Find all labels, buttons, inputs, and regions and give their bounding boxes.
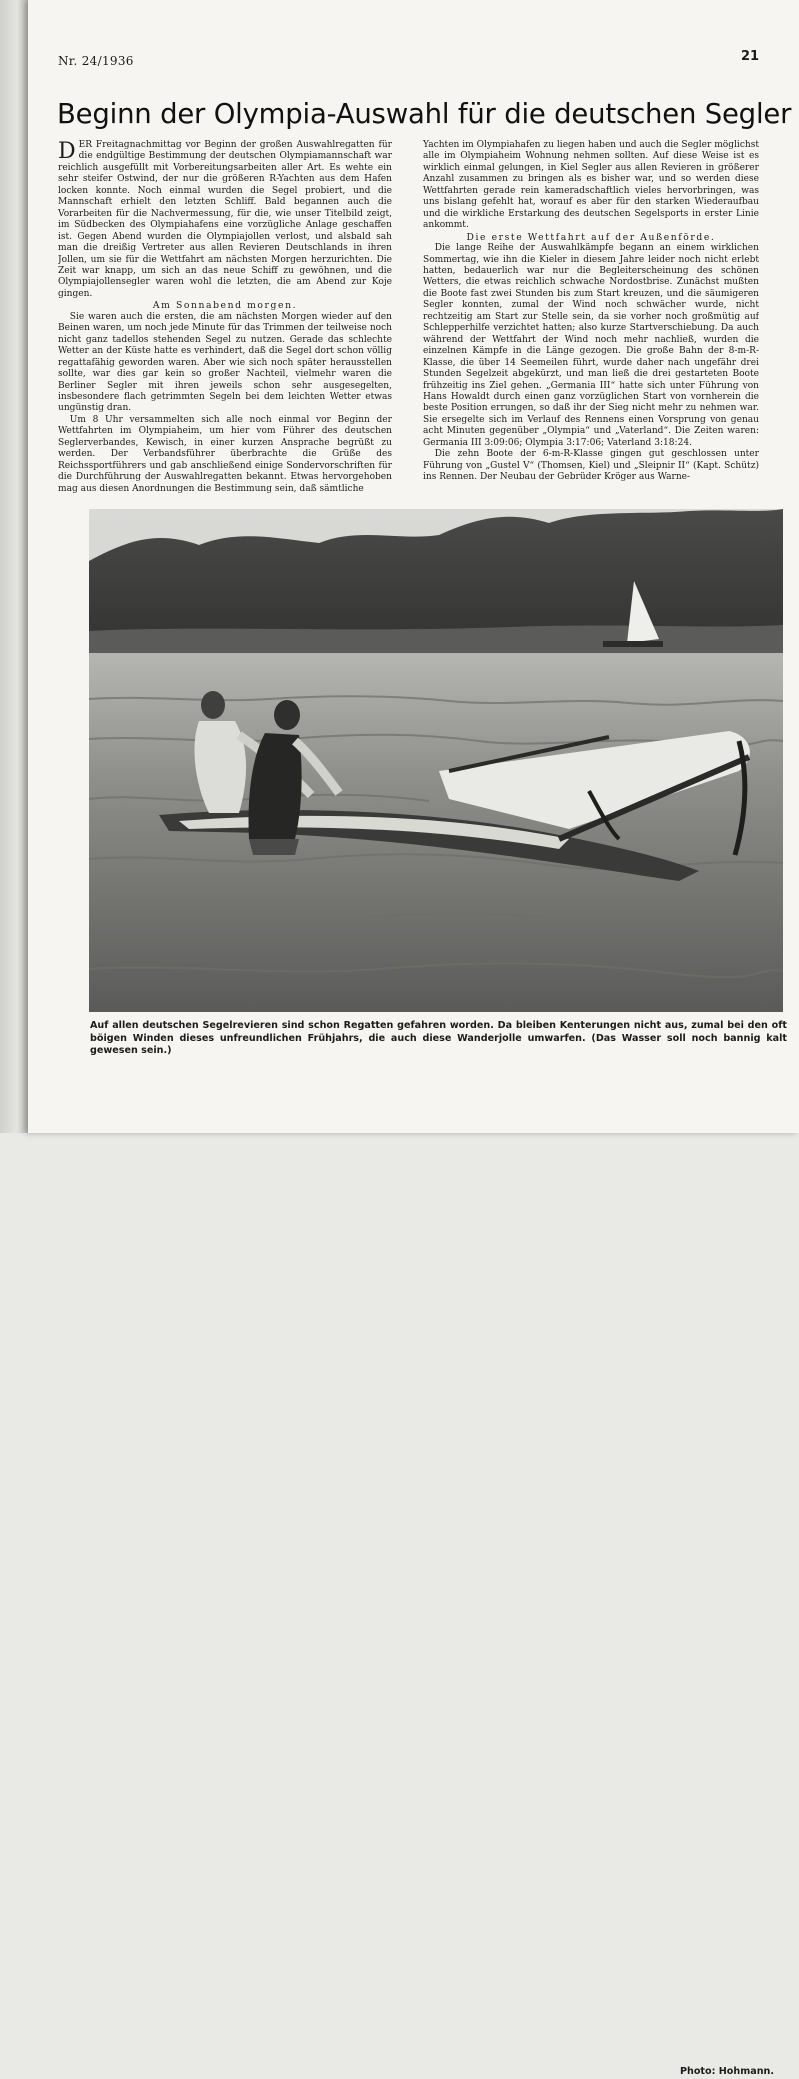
page-edge xyxy=(0,0,28,1133)
article-paragraph: Die lange Reihe der Auswahlkämpfe begann an einem wirklichen Sommertag, wie ihn die Kieler in diesem Jahre leider noch nicht erlebt hatten, bedauerlich war nur die Begleiterscheinung des schönen Wetters, die etwas reichlich schwache Nordostbrise. Zunächst mußten die Boote fast zwei Stunden bis zum Start kreuzen, und die säumigeren Segler konnten, zumal der Wind noch schwächer wurde, nicht rechtzeitig am Start zur Stelle sein, da sie vorher noch großmütig auf Schlepperhilfe verzichtet hatten; also kurze Startverschiebung. Da auch während der Wettfahrt der Wind noch mehr nachließ, wurden die einzelnen Kämpfe in die Länge gezogen. Die große Bahn der 8-m-R-Klasse, die über 14 Seemeilen führt, wurde daher nach ungefähr drei Stunden Segelzeit abgekürzt, und man ließ die drei gestarteten Boote frühzeitig ins Ziel gehen. „Germania III“ hatte sich unter Führung von Hans Howaldt durch einen ganz vorzüglichen Start von vornherein die beste Position errungen, so daß ihr der Sieg nicht mehr zu nehmen war. Sie ersegelte sich im Verlauf des Rennens einen Vorsprung von genau acht Minuten gegenüber „Olympia“ und „Vaterland“. Die Zeiten waren: Germania III 3:09:06; Olympia 3:17:06; Vaterland 3:18:24. xyxy=(423,243,759,448)
article-paragraph: Um 8 Uhr versammelten sich alle noch einmal vor Beginn der Wettfahrten im Olympiaheim, um hier vom Führer des deutschen Seglerverbandes, Kewisch, in einer kurzen Ansprache begrüßt zu werden. Der Verbandsführer überbrachte die Grüße des Reichssportführers und gab anschließend einige Sondervorschriften für die Durchführung der Auswahlregatten bekannt. Etwas hervorgehoben mag aus diesen Anordnungen die Bestimmung sein, daß sämtliche xyxy=(58,414,392,494)
drop-cap: D xyxy=(58,140,76,164)
article-paragraph: Sie waren auch die ersten, die am nächsten Morgen wieder auf den Beinen waren, um noch jede Minute für das Trimmen der teilweise noch nicht ganz tadellos stehenden Segel zu nutzen. Gerade das schlechte Wetter an der Küste hatte es verhindert, daß die Segel dort schon völlig regattafähig geworden waren. Aber wie sich noch später herausstellen sollte, war dies gar kein so großer Nachteil, vielmehr waren die Berliner Segler mit ihren jeweils schon sehr ausgesegelten, insbesondere flach getrimmten Segeln bei dem leichten Wetter etwas ungünstig dran. xyxy=(58,311,392,414)
article-column-left xyxy=(58,140,392,502)
section-subhead: Die erste Wettfahrt auf der Außenförde. xyxy=(466,231,716,243)
article-paragraph: DER Freitagnachmittag vor Beginn der großen Auswahlregatten für die endgültige Bestimmung der deutschen Olympiamannschaft war reichlich ausgefüllt mit Vorbereitungsarbeiten aller Art. Es wehte ein sehr steifer Ostwind, der nur die größeren R-Yachten aus dem Hafen locken konnte. Noch einmal wurden die Segel probiert, und die Mannschaft erhielt den letzten Schliff. Bald begannen auch die Vorarbeiten für die Nachvermessung, für die, wie unser Titelbild zeigt, im Südbecken des Olympiahafens eine vorzügliche Anlage geschaffen ist. Gegen Abend wurden die Olympiajollen verlost, und alsbald sah man die dreißig Vertreter aus allen Revieren Deutschlands in ihren Jollen, um sie für die Wettfahrt am nächsten Morgen herzurichten. Die Zeit war knapp, um sich an das neue Schiff zu gewöhnen, und die Olympiajollensegler waren wohl die letzten, die am Abend zur Koje gingen. xyxy=(58,140,392,299)
capsized-dinghy-photo xyxy=(89,509,783,1012)
article-paragraph: Die zehn Boote der 6-m-R-Klasse gingen gut geschlossen unter Führung von „Gustel V“ (Thomsen, Kiel) und „Sleipnir II“ (Kapt. Schütz) ins Rennen. Der Neubau der Gebrüder Kröger aus Warne- xyxy=(423,449,759,483)
issue-number: Nr. 24/1936 xyxy=(58,54,134,68)
photo-credit: Photo: Hohmann. xyxy=(679,2066,774,2077)
article-column-right xyxy=(423,140,759,502)
section-subhead: Am Sonnabend morgen. xyxy=(152,300,298,312)
article-title: Beginn der Olympia-Auswahl für die deutschen Segler xyxy=(57,98,792,130)
page-number: 21 xyxy=(741,49,760,64)
photo-caption: Auf allen deutschen Segelrevieren sind schon Regatten gefahren worden. Da bleiben Kenterungen nicht aus, zumal bei den oft böigen Winden dieses unfreundlichen Frühjahrs, die auch diese Wanderjolle umwarfen. (Das Wasser soll noch bannig kalt gewesen sein.) Photo: Hohmann. xyxy=(90,1020,787,2077)
article-paragraph: Yachten im Olympiahafen zu liegen haben und auch die Segler möglichst alle im Olympiaheim Wohnung nehmen sollten. Auf diese Weise ist es wirklich einmal gelungen, in Kiel Segler aus allen Revieren in größerer Anzahl zusammen zu bringen als es bisher war, und so werden diese Wettfahrten gerade rein kameradschaftlich vieles hervorbringen, was uns bislang gefehlt hat, worauf es aber für den starken Wiederaufbau und die wirkliche Erstarkung des deutschen Segelsports in erster Linie ankommt. xyxy=(423,140,759,231)
